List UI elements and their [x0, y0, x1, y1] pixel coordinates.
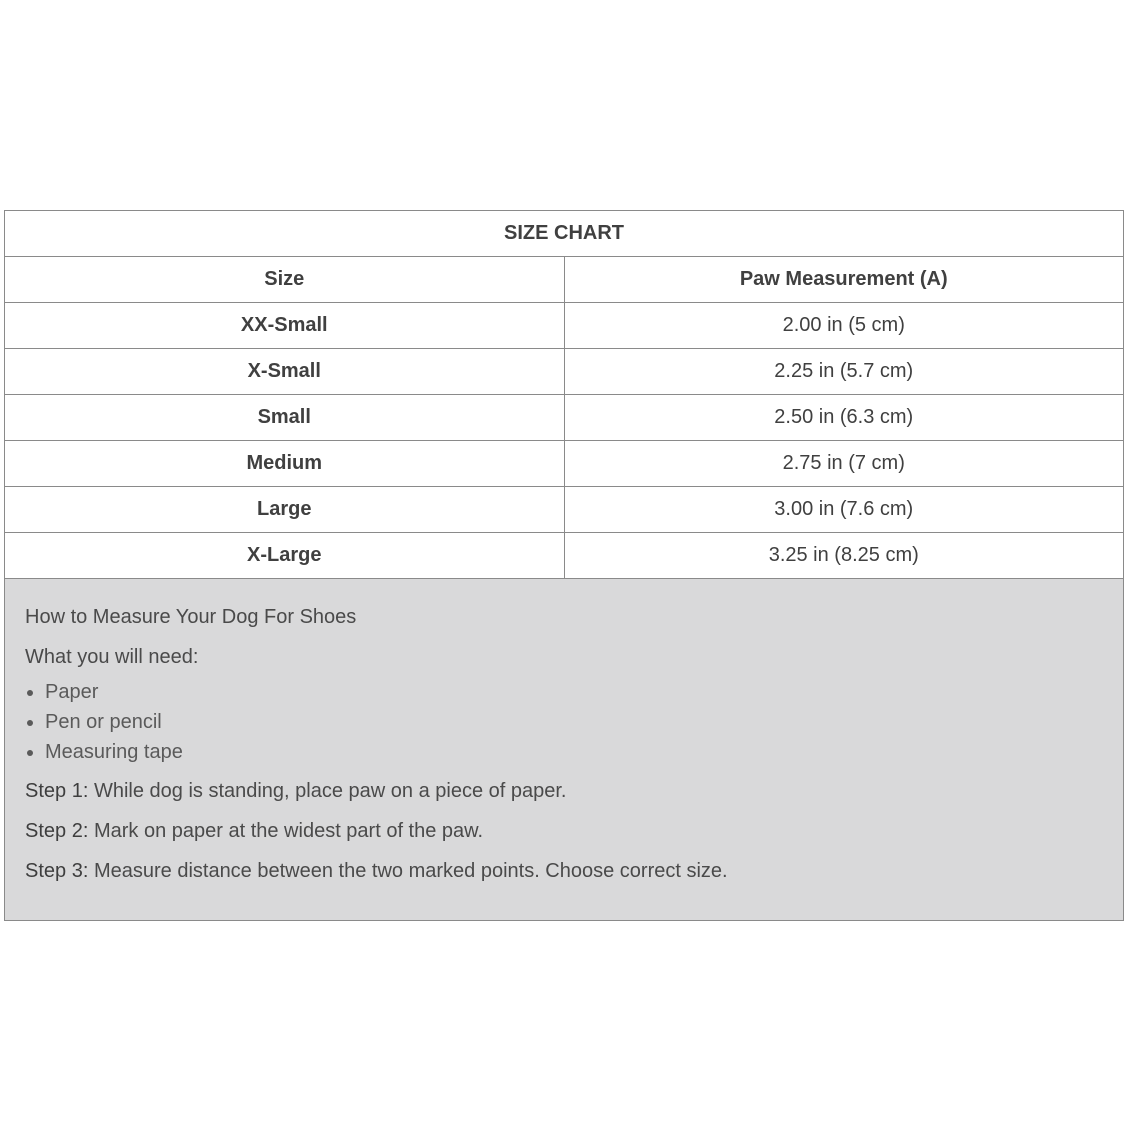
size-table — [4, 210, 1124, 579]
measurement-cell: 3.00 in (7.6 cm) — [564, 487, 1124, 533]
step-1 — [25, 779, 1103, 803]
step-label: Step 1: — [25, 780, 89, 802]
step-2 — [25, 819, 1103, 843]
size-cell: XX-Small — [5, 303, 565, 349]
size-chart — [4, 210, 1124, 921]
size-cell: Large — [5, 487, 565, 533]
size-cell: X-Small — [5, 349, 565, 395]
step-label: Step 2: — [25, 820, 89, 842]
measurement-cell: 2.00 in (5 cm) — [564, 303, 1124, 349]
table-title: SIZE CHART — [5, 211, 1124, 257]
instructions-title: How to Measure Your Dog For Shoes — [25, 606, 357, 628]
step-text: Mark on paper at the widest part of the paw. — [88, 820, 484, 842]
need-label: What you will need: — [25, 646, 199, 668]
need-list — [25, 677, 1103, 767]
list-item: • Measuring tape — [45, 737, 1103, 767]
size-cell: Small — [5, 395, 565, 441]
column-header-paw-measurement: Paw Measurement (A) — [564, 257, 1124, 303]
step-text: Measure distance between the two marked points. Choose correct size. — [88, 860, 728, 882]
table-row — [5, 441, 1124, 487]
list-item: • Pen or pencil — [45, 707, 1103, 737]
step-3 — [25, 859, 1103, 883]
measure-instructions-panel — [4, 579, 1124, 921]
table-row — [5, 487, 1124, 533]
table-row — [5, 395, 1124, 441]
header-row — [5, 257, 1124, 303]
table-row — [5, 303, 1124, 349]
table-row — [5, 349, 1124, 395]
measurement-cell: 2.50 in (6.3 cm) — [564, 395, 1124, 441]
table-row — [5, 533, 1124, 579]
measurement-cell: 2.25 in (5.7 cm) — [564, 349, 1124, 395]
size-cell: X-Large — [5, 533, 565, 579]
column-header-size: Size — [5, 257, 565, 303]
list-item: • Paper — [45, 677, 1103, 707]
step-label: Step 3: — [25, 860, 89, 882]
measurement-cell: 3.25 in (8.25 cm) — [564, 533, 1124, 579]
title-row — [5, 211, 1124, 257]
step-text: While dog is standing, place paw on a piece of paper. — [88, 780, 567, 802]
size-cell: Medium — [5, 441, 565, 487]
measurement-cell: 2.75 in (7 cm) — [564, 441, 1124, 487]
